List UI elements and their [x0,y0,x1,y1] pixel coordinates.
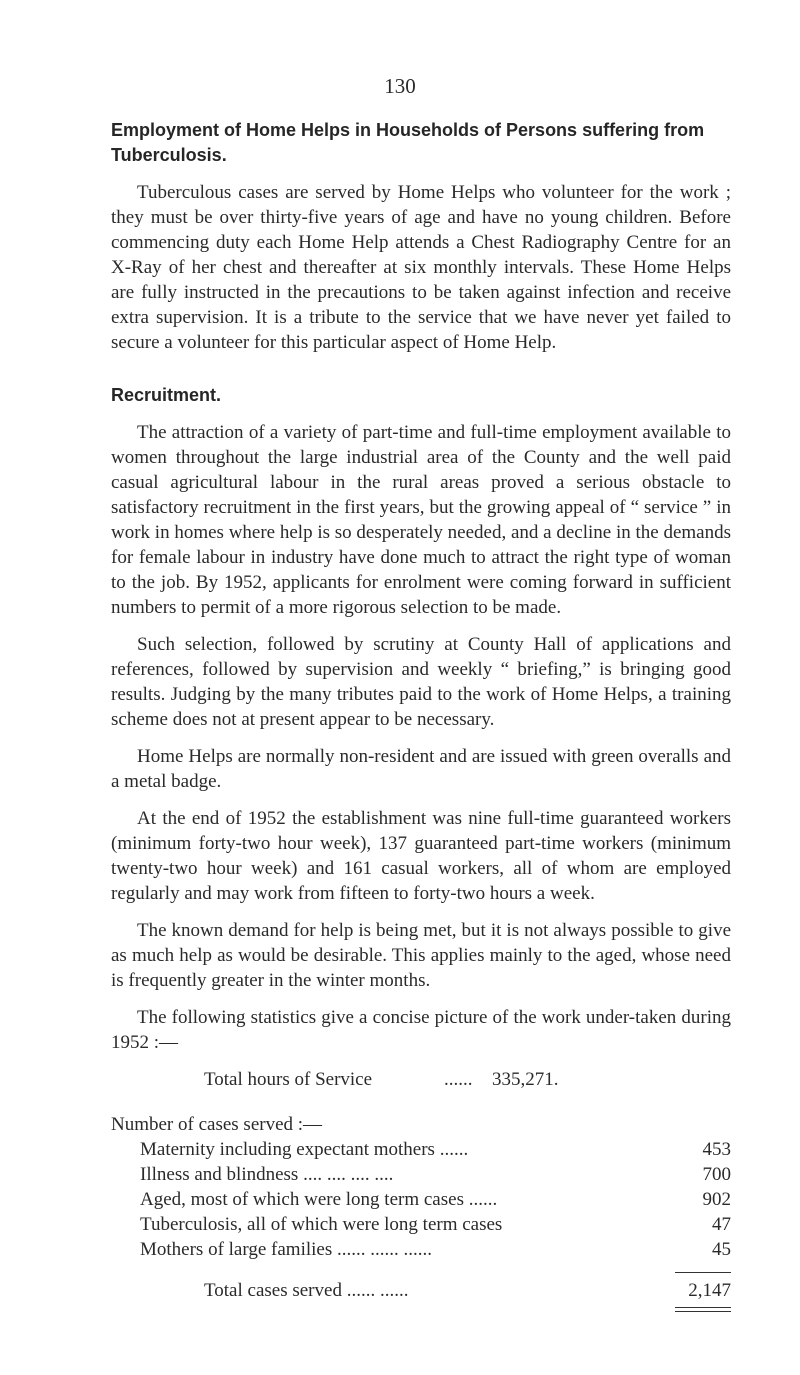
section-heading-recruitment: Recruitment. [111,385,222,405]
total-hours-value: 335,271. [492,1069,559,1090]
sum-rule [675,1272,731,1273]
total-cases-label: Total cases served ...... ...... [204,1280,409,1301]
page-number: 130 [384,74,416,98]
document-body [111,118,731,1313]
case-label: Tuberculosis, all of which were long term cases [140,1214,503,1235]
case-label: Illness and blindness .... .... .... .... [140,1164,394,1185]
case-value: 45 [712,1239,731,1260]
case-value: 902 [702,1189,731,1210]
cases-list [111,1137,731,1262]
total-hours-dots: ...... [444,1069,473,1090]
total-hours-label: Total hours of Service [204,1069,373,1090]
case-row [111,1162,731,1187]
case-row [111,1212,731,1237]
heading-line-2: Tuberculosis. [111,145,227,165]
case-row [111,1137,731,1162]
double-rule [675,1307,731,1312]
total-cases-row [111,1278,731,1303]
case-row [111,1187,731,1212]
case-value: 47 [712,1214,731,1235]
case-label: Mothers of large families ...... ...... ...... [140,1239,432,1260]
case-label: Maternity including expectant mothers ...... [140,1139,469,1160]
tuberculosis-paragraph: Tuberculous cases are served by Home Helps who volunteer for the work ; they must be over thirty-five years of age and have no young children. Before commencing duty each Home Help attends a Chest Radiography Centre for an X-Ray of her chest and thereafter at six monthly intervals. These Home Helps are fully instructed in the precautions to be taken against infection and receive extra supervision. It is a tribute to the service that we have never yet failed to secure a volunteer for this particular aspect of Home Help. [111,182,731,353]
case-row [111,1237,731,1262]
section-heading-tuberculosis [111,118,731,168]
recruitment-paragraph-4: At the end of 1952 the establishment was nine full-time guaranteed workers (minimum forty-two hour week), 137 guaranteed part-time workers (minimum twenty-two hour week) and 161 casual workers, all of whom are employed regularly and may work from fifteen to forty-two hours a week. [111,808,731,904]
cases-heading: Number of cases served :— [111,1114,323,1135]
case-label: Aged, most of which were long term cases ...... [140,1189,498,1210]
total-cases-value: 2,147 [688,1280,731,1301]
case-value: 453 [702,1139,731,1160]
heading-line-1: Employment of Home Helps in Households of Persons suffering from [111,120,705,140]
total-hours-row [111,1067,731,1092]
case-value: 700 [702,1164,731,1185]
recruitment-paragraph-6: The following statistics give a concise picture of the work under-taken during 1952 :— [111,1007,731,1053]
recruitment-paragraph-3: Home Helps are normally non-resident and are issued with green overalls and a metal badge. [111,746,731,792]
recruitment-paragraph-1: The attraction of a variety of part-time and full-time employment available to women throughout the large industrial area of the County and the well paid casual agricultural labour in the rural areas proved a serious obstacle to satisfactory recruitment in the first years, but the growing appeal of “ service ” in work in homes where help is so desperately needed, and a decline in the demands for female labour in industry have done much to attract the right type of woman to the job. By 1952, applicants for enrolment were coming forward in sufficient numbers to permit of a more rigorous selection to be made. [111,422,731,618]
recruitment-paragraph-2: Such selection, followed by scrutiny at County Hall of applications and references, followed by supervision and weekly “ briefing,” is bringing good results. Judging by the many tributes paid to the work of Home Helps, a training scheme does not at present appear to be necessary. [111,634,731,730]
recruitment-paragraph-5: The known demand for help is being met, but it is not always possible to give as much help as would be desirable. This applies mainly to the aged, whose need is frequently greater in the winter months. [111,920,731,991]
